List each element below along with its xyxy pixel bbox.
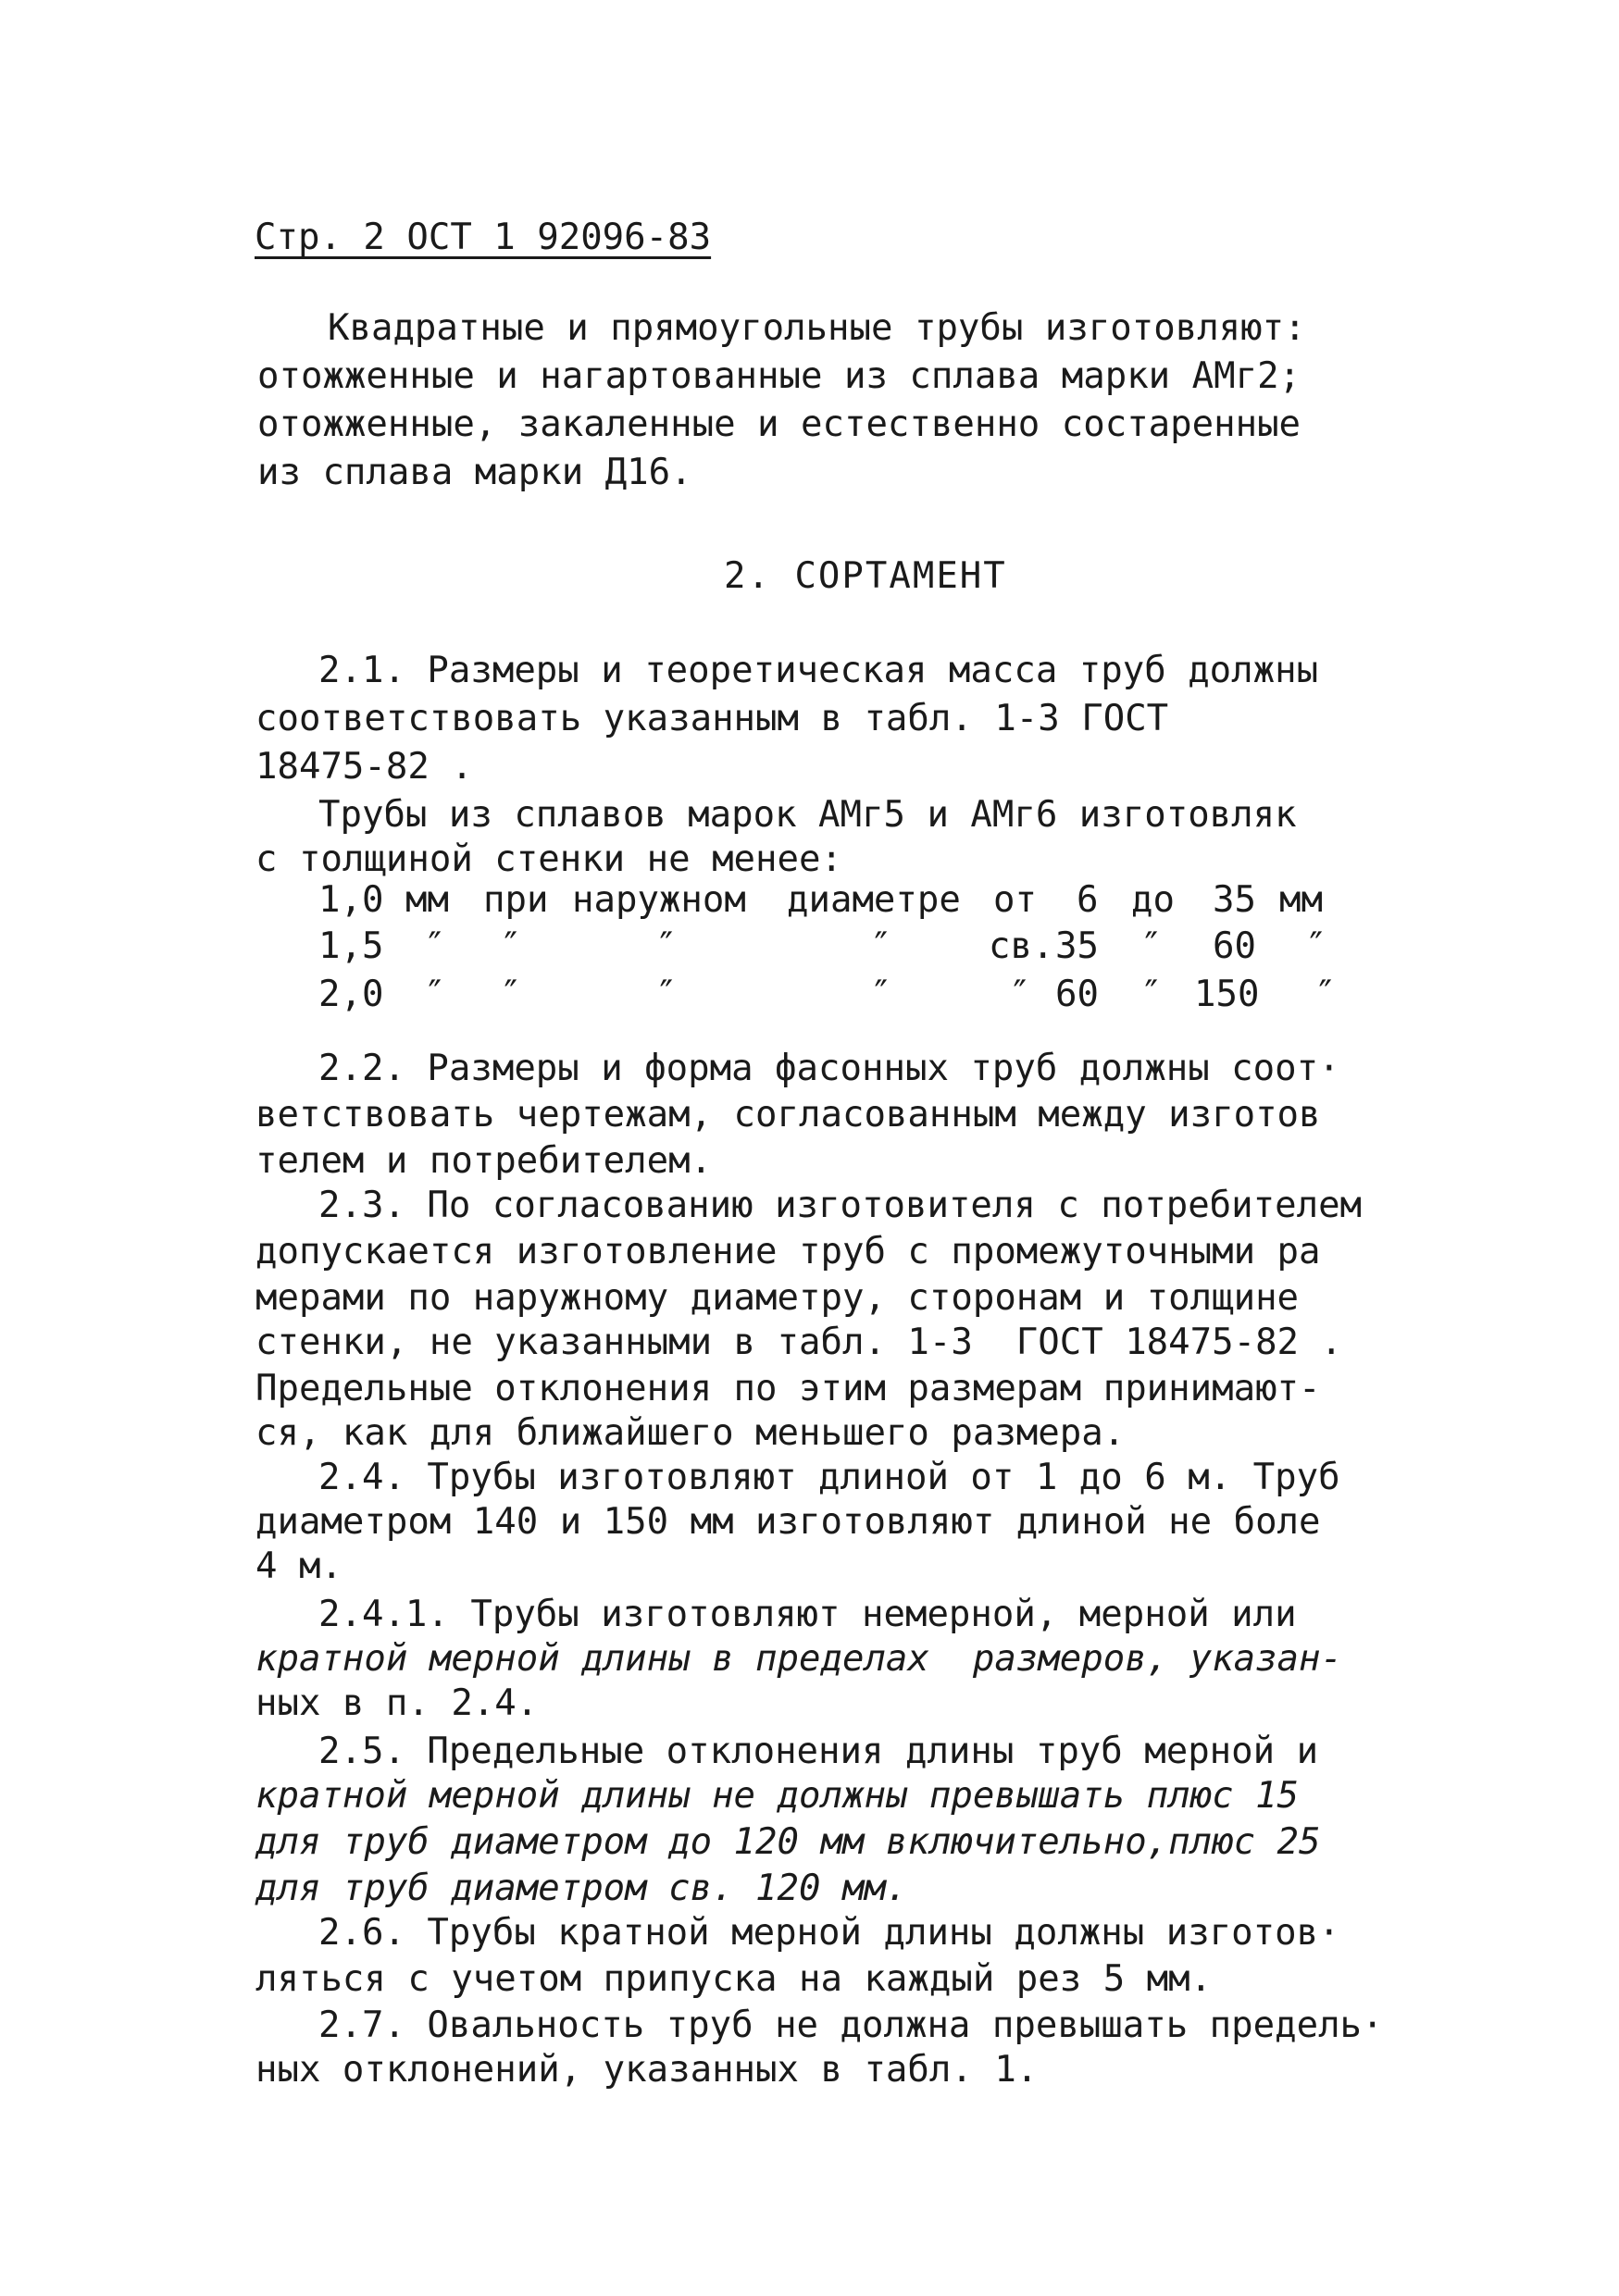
table-cell: 6 — [1077, 879, 1099, 921]
table-cell: ″ — [424, 925, 446, 967]
table-cell: до — [1131, 879, 1175, 921]
paragraph-line: 2.6. Трубы кратной мерной длины должны изготов· — [318, 1912, 1340, 1954]
paragraph-line: Трубы из сплавов марок АМг5 и АМг6 изготовляк — [318, 794, 1297, 836]
paragraph-line: стенки, не указанными в табл. 1-3 ГОСТ 18475-82 . — [255, 1322, 1342, 1363]
table-cell: ″ — [655, 925, 678, 967]
paragraph-line: телем и потребителем. — [255, 1140, 713, 1182]
table-cell: ″ — [1009, 974, 1031, 1015]
paragraph-line: с толщиной стенки не менее: — [255, 838, 842, 880]
paragraph-line: 2.4. Трубы изготовляют длиной от 1 до 6 м. Труб — [318, 1457, 1340, 1498]
paragraph-line: кратной мерной длины не должны превышать плюс 15 — [255, 1775, 1300, 1817]
paragraph-line: 2.1. Размеры и теоретическая масса труб должны — [318, 650, 1319, 691]
paragraph-line: ных в п. 2.4. — [255, 1682, 539, 1724]
table-cell: 150 — [1194, 974, 1260, 1015]
paragraph-line: мерами по наружному диаметру, сторонам и толщине — [255, 1277, 1300, 1319]
table-cell: мм — [1279, 879, 1323, 921]
table-cell: ″ — [870, 925, 892, 967]
paragraph-line: соответствовать указанным в табл. 1-3 ГОСТ — [255, 698, 1169, 739]
table-cell: 35 — [1055, 925, 1099, 967]
paragraph-line: 4 м. — [255, 1545, 342, 1587]
table-cell: 60 — [1055, 974, 1099, 1015]
table-cell: 35 — [1213, 879, 1256, 921]
table-cell: от — [993, 879, 1037, 921]
table-cell: наружном — [572, 879, 746, 921]
intro-line: отожженные и нагартованные из сплава марки АМг2; — [257, 355, 1301, 397]
paragraph-line: 2.7. Овальность труб не должна превышать предель· — [318, 2004, 1384, 2046]
table-cell: ″ — [1314, 974, 1337, 1015]
paragraph-line: кратной мерной длины в пределах размеров, указан- — [255, 1638, 1342, 1680]
table-cell: св. — [989, 925, 1054, 967]
paragraph-line: 2.4.1. Трубы изготовляют немерной, мерной или — [318, 1594, 1297, 1635]
paragraph-line: для труб диаметром св. 120 мм. — [255, 1868, 908, 1909]
paragraph-line: для труб диаметром до 120 мм включительно,плюс 25 — [255, 1821, 1321, 1863]
table-cell: мм — [405, 879, 449, 921]
paragraph-line: 2.2. Размеры и форма фасонных труб должны соот· — [318, 1048, 1340, 1089]
table-cell: 2,0 — [318, 974, 384, 1015]
paragraph-line: диаметром 140 и 150 мм изготовляют длиной не боле — [255, 1501, 1321, 1543]
table-cell: 1,0 — [318, 879, 384, 921]
table-cell: ″ — [424, 974, 446, 1015]
table-cell: 60 — [1213, 925, 1256, 967]
page-header: Стр. 2 ОСТ 1 92096-83 — [255, 217, 712, 258]
paragraph-line: ветствовать чертежам, согласованным между изготов — [255, 1094, 1321, 1136]
table-cell: диаметре — [787, 879, 961, 921]
paragraph-line: Предельные отклонения по этим размерам принимают- — [255, 1368, 1321, 1409]
table-cell: ″ — [1140, 974, 1163, 1015]
intro-line: из сплава марки Д16. — [257, 452, 692, 493]
table-cell: 1,5 — [318, 925, 384, 967]
table-cell: ″ — [1305, 925, 1327, 967]
table-cell: ″ — [655, 974, 678, 1015]
table-cell: ″ — [500, 974, 522, 1015]
table-cell: ″ — [870, 974, 892, 1015]
paragraph-line: 18475-82 . — [255, 746, 473, 788]
table-cell: ″ — [1140, 925, 1163, 967]
intro-line: отожженные, закаленные и естественно состаренные — [257, 403, 1301, 445]
paragraph-line: 2.5. Предельные отклонения длины труб мерной и — [318, 1731, 1319, 1772]
table-cell: ″ — [500, 925, 522, 967]
paragraph-line: ляться с учетом припуска на каждый рез 5 мм. — [255, 1958, 1213, 2000]
paragraph-line: 2.3. По согласованию изготовителя с потребителем — [318, 1185, 1363, 1226]
paragraph-line: допускается изготовление труб с промежуточными ра — [255, 1231, 1321, 1272]
table-cell: при — [483, 879, 549, 921]
intro-line: Квадратные и прямоугольные трубы изготовляют: — [328, 307, 1306, 349]
section-title: 2. СОРТАМЕНТ — [724, 555, 1007, 597]
paragraph-line: ся, как для ближайшего меньшего размера. — [255, 1412, 1126, 1454]
paragraph-line: ных отклонений, указанных в табл. 1. — [255, 2049, 1039, 2091]
